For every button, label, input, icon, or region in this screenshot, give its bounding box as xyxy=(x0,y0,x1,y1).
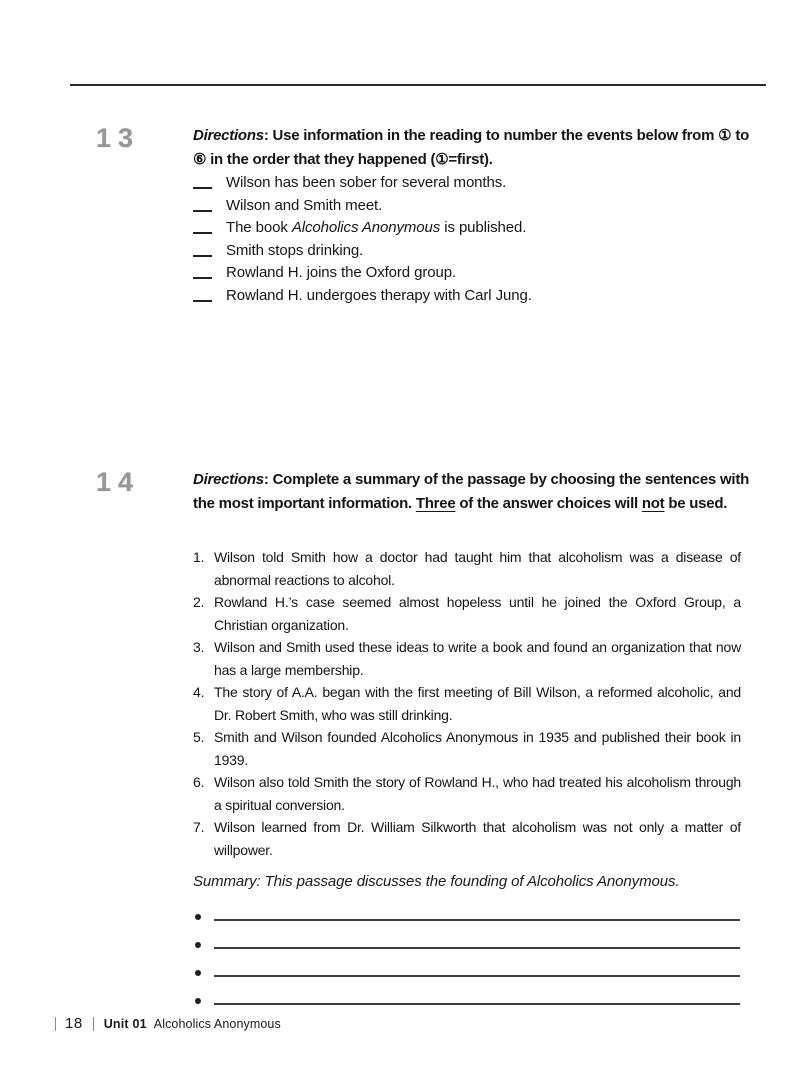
text-segment: Wilson has been sober for several months. xyxy=(226,174,507,191)
choice-number: 1. xyxy=(193,549,205,565)
event-text xyxy=(226,242,363,259)
text-segment: The book xyxy=(226,219,292,236)
choice-number: 4. xyxy=(193,684,205,700)
choice-item xyxy=(193,546,741,591)
choice-text: Wilson also told Smith the story of Rowland H., who had treated his alcoholism through a spiritual conversion. xyxy=(214,774,741,813)
text-segment: Summary xyxy=(193,873,257,890)
choice-text: Wilson and Smith used these ideas to write a book and found an organization that now has a large membership. xyxy=(214,639,741,678)
choice-number: 2. xyxy=(193,594,205,610)
text-segment: is published. xyxy=(440,219,527,236)
choice-text: Wilson learned from Dr. William Silkworth that alcoholism was not only a matter of willpower. xyxy=(214,819,741,858)
choice-number: 6. xyxy=(193,774,205,790)
answer-blank xyxy=(193,174,212,189)
choice-item xyxy=(193,771,741,816)
exercise-14-directions xyxy=(193,468,749,516)
bullet-icon xyxy=(195,942,201,948)
text-segment: Rowland H. joins the Oxford group. xyxy=(226,264,457,281)
text-segment: : This passage discusses the founding of Alcoholics Anonymous. xyxy=(256,873,680,890)
choice-number: 7. xyxy=(193,819,205,835)
summary-blank-row xyxy=(195,980,740,1008)
event-item xyxy=(193,242,532,265)
text-segment: Three xyxy=(415,495,456,512)
event-item xyxy=(193,287,532,310)
summary-blank-row xyxy=(195,896,740,924)
event-text xyxy=(226,287,532,304)
text-segment: Wilson and Smith meet. xyxy=(226,196,383,214)
summary-blank-row xyxy=(195,952,740,980)
answer-blank xyxy=(193,197,212,212)
writing-line xyxy=(214,1003,740,1005)
text-segment: Rowland H. undergoes therapy with Carl Jung. xyxy=(226,286,532,304)
event-text xyxy=(226,197,382,214)
bullet-icon xyxy=(195,914,201,920)
choice-number: 3. xyxy=(193,639,205,655)
event-text xyxy=(226,264,456,281)
event-text xyxy=(226,174,506,191)
answer-blank xyxy=(193,242,212,257)
choice-text: Rowland H.’s case seemed almost hopeless until he joined the Oxford Group, a Christian organization. xyxy=(214,594,741,633)
writing-line xyxy=(214,947,740,949)
event-item xyxy=(193,264,532,287)
choice-item xyxy=(193,726,741,771)
writing-line xyxy=(214,919,740,921)
footer-divider-bar xyxy=(55,1017,56,1031)
text-segment: Alcoholics Anonymous xyxy=(291,219,441,236)
answer-blank xyxy=(193,264,212,279)
text-segment: not xyxy=(641,495,665,512)
exercise-13-number: 13 xyxy=(96,123,141,153)
event-item xyxy=(193,174,532,197)
text-segment: Directions xyxy=(193,127,264,144)
text-segment: Directions xyxy=(193,471,264,488)
choice-item xyxy=(193,816,741,861)
answer-blank xyxy=(193,287,212,302)
exercise-14-number: 14 xyxy=(96,467,141,497)
choice-item xyxy=(193,591,741,636)
choice-text: Smith and Wilson founded Alcoholics Anonymous in 1935 and published their book in 1939. xyxy=(214,729,741,768)
event-item xyxy=(193,197,532,220)
summary-blank-lines xyxy=(195,896,740,1008)
unit-title: Alcoholics Anonymous xyxy=(153,1016,281,1031)
choices-list xyxy=(193,546,741,861)
choice-text: Wilson told Smith how a doctor had taught him that alcoholism was a disease of abnormal reactions to alcohol. xyxy=(214,549,741,588)
summary-prompt xyxy=(193,873,679,890)
bullet-icon xyxy=(195,998,201,1004)
bullet-icon xyxy=(195,970,201,976)
text-segment: : Use information in the reading to number the events below from ① to ⑥ in the order that they happened (①=first). xyxy=(193,127,749,168)
writing-line xyxy=(214,975,740,977)
exercise-13-directions xyxy=(193,124,749,172)
footer-divider-bar xyxy=(93,1017,94,1031)
answer-blank xyxy=(193,219,212,234)
event-text xyxy=(226,219,526,236)
summary-blank-row xyxy=(195,924,740,952)
text-segment: be used. xyxy=(664,495,728,512)
page-footer xyxy=(55,1015,281,1032)
text-segment: of the answer choices will xyxy=(455,495,642,512)
choice-item xyxy=(193,636,741,681)
page-number: 18 xyxy=(65,1015,83,1032)
unit-label: Unit 01 xyxy=(103,1016,147,1031)
choice-item xyxy=(193,681,741,726)
choice-text: The story of A.A. began with the first meeting of Bill Wilson, a reformed alcoholic, and Dr. Robert Smith, who was still drinking. xyxy=(214,684,741,723)
top-rule-divider xyxy=(70,84,766,86)
choice-number: 5. xyxy=(193,729,205,745)
text-segment: : Complete a summary of the passage by choosing the sentences with the most important information. xyxy=(193,471,749,512)
events-list xyxy=(193,174,532,309)
event-item xyxy=(193,219,532,242)
text-segment: Smith stops drinking. xyxy=(226,241,364,259)
